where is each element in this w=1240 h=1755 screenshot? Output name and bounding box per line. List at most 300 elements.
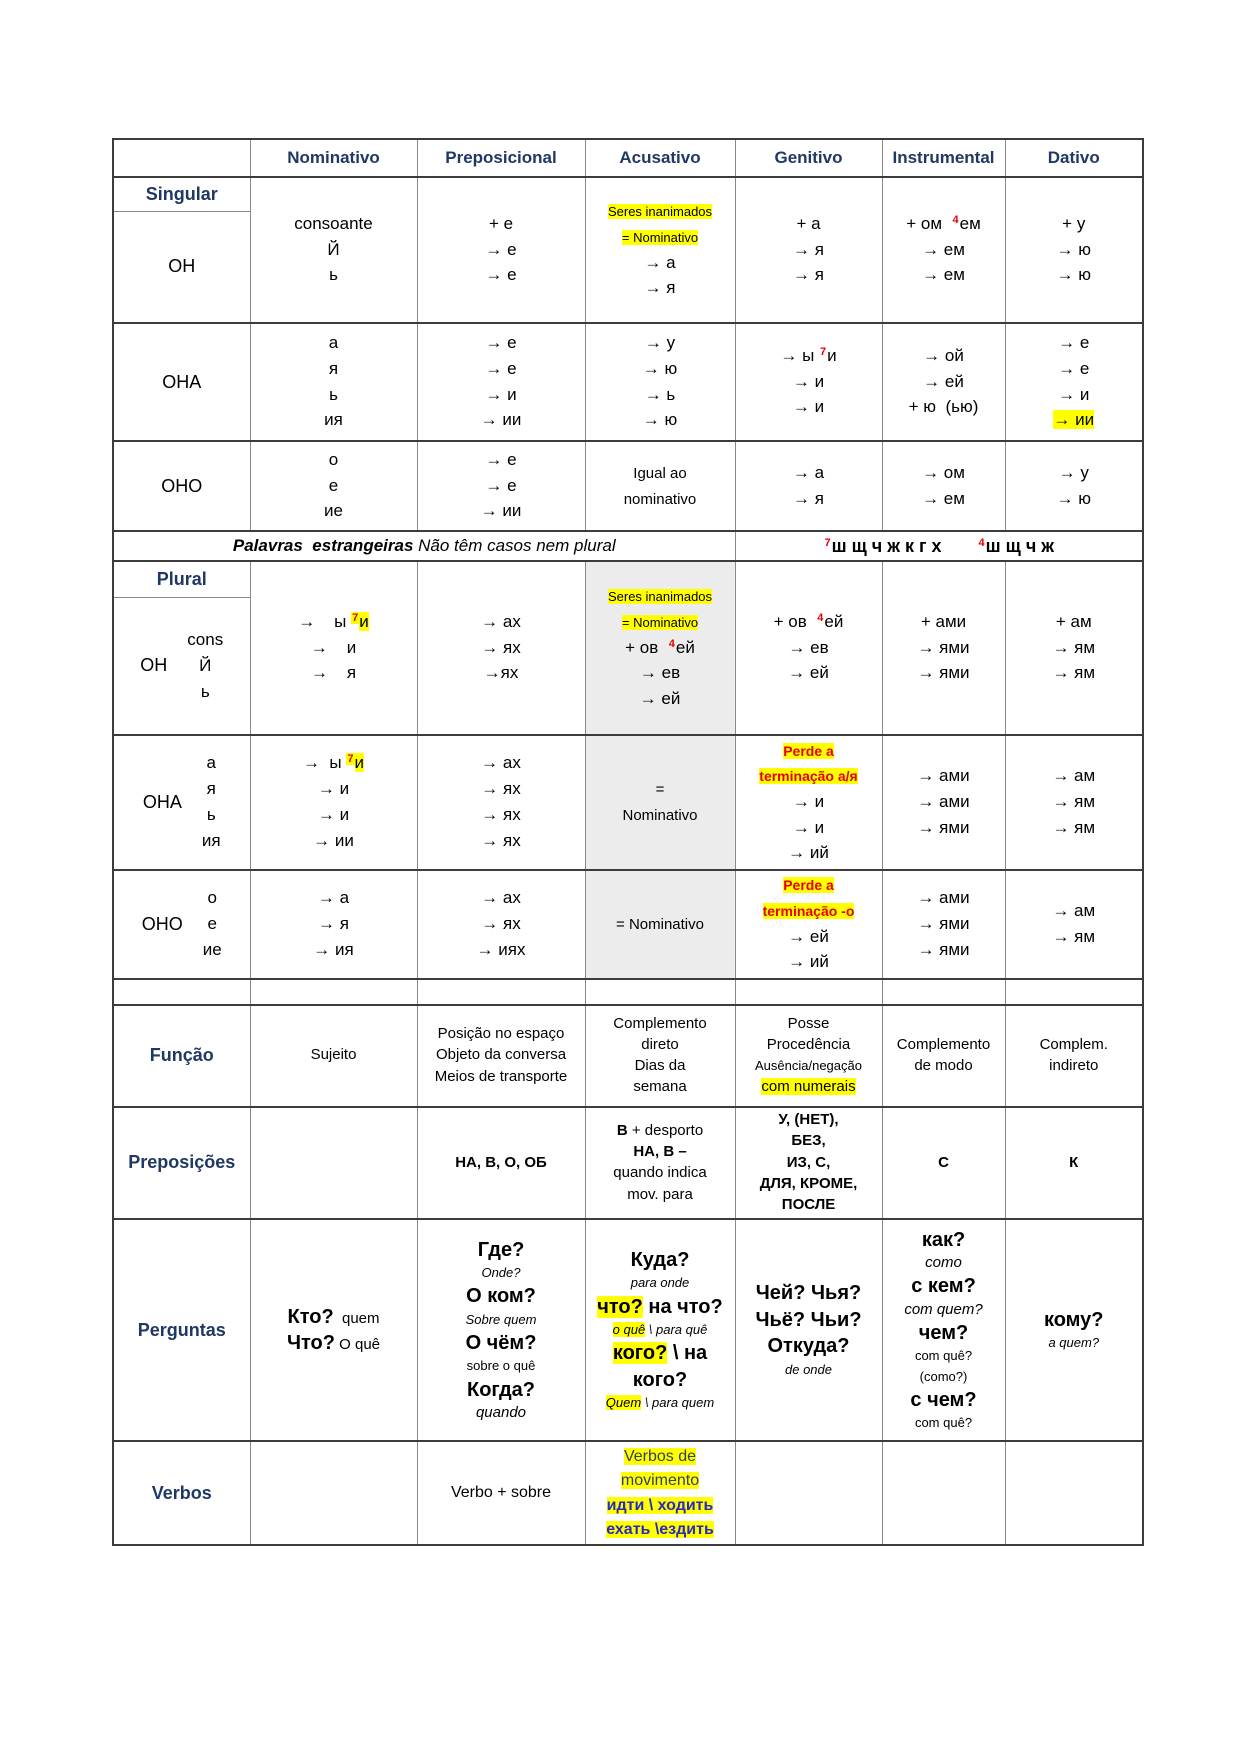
text-span: → ах bbox=[481, 611, 521, 631]
text-span: Чей? Чья? bbox=[755, 1282, 862, 1305]
cell-line bbox=[421, 1330, 582, 1356]
cell-line bbox=[1009, 263, 1140, 289]
text-span: → е bbox=[1058, 333, 1090, 353]
cell-line bbox=[421, 1283, 582, 1309]
text-span: → и bbox=[1058, 384, 1090, 404]
cell-line bbox=[886, 395, 1002, 421]
table-row-verbos bbox=[113, 1441, 1143, 1545]
cell-line bbox=[421, 473, 582, 499]
cell-line bbox=[589, 1518, 732, 1543]
text-span: ь bbox=[329, 384, 338, 404]
cell-line bbox=[421, 408, 582, 434]
text-span: Complemento bbox=[613, 1014, 707, 1032]
cell-line bbox=[739, 486, 879, 512]
ending: е bbox=[207, 914, 217, 934]
text-span: O quê bbox=[335, 1336, 381, 1354]
cell-line bbox=[886, 764, 1002, 790]
cell-line bbox=[1009, 237, 1140, 263]
cell-line bbox=[1009, 764, 1140, 790]
text-span: → ям bbox=[1052, 637, 1096, 657]
label-cell bbox=[113, 735, 250, 870]
gender-label-group bbox=[117, 476, 247, 497]
column-header: Dativo bbox=[1005, 139, 1143, 177]
text-span: → у bbox=[1058, 462, 1089, 482]
gender-label-group bbox=[117, 885, 247, 963]
cell-pl-ono-nominativo bbox=[250, 870, 417, 979]
cell-pl-ona-acusativo bbox=[585, 735, 735, 870]
table-row-perguntas bbox=[113, 1219, 1143, 1441]
text-span: → ев bbox=[639, 663, 681, 683]
text-span: → ям bbox=[1052, 817, 1096, 837]
text-span: \ para quem bbox=[641, 1395, 715, 1411]
cell-line bbox=[739, 211, 879, 237]
text-span: + а bbox=[796, 213, 821, 233]
cell-line bbox=[739, 661, 879, 687]
cell-pl-sub-nominativo bbox=[250, 561, 417, 735]
cell-line bbox=[421, 211, 582, 237]
text-span: movimento bbox=[620, 1472, 700, 1490]
cell-funcao-instrumental bbox=[882, 1005, 1005, 1107]
text-span: Verbos de bbox=[623, 1447, 697, 1465]
cell-line bbox=[886, 1320, 1002, 1346]
text-span: о bbox=[328, 449, 339, 469]
text-span: → ь bbox=[644, 384, 676, 404]
row-label: Singular bbox=[145, 183, 218, 204]
cell-line bbox=[739, 263, 879, 289]
text-span: Когда? bbox=[466, 1378, 536, 1401]
cell-line bbox=[254, 331, 414, 357]
text-span: → ии bbox=[313, 830, 354, 850]
cell-line bbox=[589, 1163, 732, 1184]
table-row-sg-sub bbox=[113, 177, 1143, 211]
text-span: 7 bbox=[824, 536, 831, 549]
cell-line bbox=[589, 1077, 732, 1098]
cell-line bbox=[589, 276, 732, 302]
cell-sg-ona-dativo bbox=[1005, 323, 1143, 441]
label-cell bbox=[113, 211, 250, 323]
cell-line bbox=[739, 1307, 879, 1333]
text-span: + у bbox=[1062, 213, 1086, 233]
cell-line bbox=[886, 486, 1002, 512]
cell-verbos-genitivo bbox=[735, 1441, 882, 1545]
text-span: что? bbox=[597, 1295, 643, 1318]
cell-sg-ona-preposicional bbox=[417, 323, 585, 441]
text-span: → ю bbox=[642, 410, 678, 430]
text-span: quando indica bbox=[613, 1164, 707, 1182]
cell-line bbox=[739, 1110, 879, 1131]
text-span: Ausência/negação bbox=[755, 1058, 862, 1074]
text-span: → и bbox=[792, 371, 825, 391]
text-span: О чём? bbox=[465, 1332, 537, 1355]
text-span: НА, В, О, ОБ bbox=[455, 1153, 547, 1171]
cell-line bbox=[254, 609, 414, 635]
cell-sg-sub-genitivo bbox=[735, 177, 882, 323]
cell-line bbox=[589, 1247, 732, 1273]
text-span: Seres inanimados bbox=[607, 204, 713, 220]
cell-preposicoes-dativo bbox=[1005, 1107, 1143, 1219]
cell-line bbox=[421, 1403, 582, 1423]
text-span: → ям bbox=[1052, 926, 1096, 946]
cell-line bbox=[421, 1481, 582, 1506]
cell-line bbox=[589, 609, 732, 635]
cell-verbos-instrumental bbox=[882, 1441, 1005, 1545]
text-span: → ы bbox=[298, 611, 352, 631]
text-span: com numerais bbox=[761, 1078, 856, 1096]
cell-line bbox=[739, 237, 879, 263]
cell-pl-ona-nominativo bbox=[250, 735, 417, 870]
cell-line bbox=[421, 1356, 582, 1376]
cell-line bbox=[254, 1045, 414, 1066]
gender-label-group bbox=[117, 627, 247, 705]
cell-sg-ono-dativo bbox=[1005, 441, 1143, 531]
text-span: Sujeito bbox=[310, 1046, 357, 1064]
cell-line bbox=[589, 1320, 732, 1340]
cell-line bbox=[886, 911, 1002, 937]
text-span: → ии bbox=[1053, 410, 1095, 430]
text-span: БЕЗ, bbox=[791, 1132, 826, 1150]
text-span: = Nominativo bbox=[616, 915, 704, 933]
cell-sg-ona-genitivo bbox=[735, 323, 882, 441]
text-span: →ях bbox=[483, 663, 519, 683]
text-span: → ах bbox=[481, 888, 521, 908]
cell-line bbox=[886, 886, 1002, 912]
text-span: Й bbox=[327, 239, 340, 259]
gender-label: ОН bbox=[140, 655, 168, 676]
text-span: 7 bbox=[347, 753, 354, 766]
cell-sg-ona-instrumental bbox=[882, 323, 1005, 441]
text-span: nominativo bbox=[623, 490, 697, 508]
text-span: с кем? bbox=[911, 1275, 976, 1298]
cell-line bbox=[886, 1034, 1002, 1055]
column-header: Acusativo bbox=[585, 139, 735, 177]
text-span: С bbox=[938, 1153, 949, 1171]
cell-line bbox=[1009, 460, 1140, 486]
text-span: → и bbox=[485, 384, 517, 404]
cell-sg-ona-acusativo bbox=[585, 323, 735, 441]
cell-line bbox=[886, 460, 1002, 486]
cell-line bbox=[421, 1263, 582, 1283]
text-span: com quê? bbox=[914, 1348, 973, 1364]
cell-line bbox=[886, 1413, 1002, 1433]
text-span: → ями bbox=[917, 663, 970, 683]
ending: ь bbox=[200, 681, 210, 701]
cell-line bbox=[739, 815, 879, 841]
cell-line bbox=[589, 1056, 732, 1077]
text-span: ИЗ, С, bbox=[786, 1153, 831, 1171]
cell-pl-ona-genitivo bbox=[735, 735, 882, 870]
cell-line bbox=[254, 777, 414, 803]
cell-verbos-nominativo bbox=[250, 1441, 417, 1545]
cell-line bbox=[1009, 609, 1140, 635]
cell-line bbox=[886, 1253, 1002, 1273]
cell-line bbox=[739, 873, 879, 899]
column-header bbox=[113, 139, 250, 177]
text-span: Seres inanimados bbox=[607, 589, 713, 605]
text-span: → е bbox=[485, 358, 517, 378]
cell-line bbox=[886, 1152, 1002, 1173]
label-cell bbox=[113, 177, 250, 211]
gender-label-group bbox=[117, 750, 247, 854]
cell-line bbox=[1009, 635, 1140, 661]
text-span: 4 bbox=[668, 637, 675, 650]
text-span: 7 bbox=[820, 345, 827, 358]
endings-list bbox=[187, 627, 223, 705]
text-span: terminação а/я bbox=[759, 768, 858, 785]
text-span: → ями bbox=[917, 939, 970, 959]
text-span: → ам bbox=[1052, 766, 1096, 786]
text-span: = Nominativo bbox=[621, 614, 699, 630]
cell-perguntas-acusativo bbox=[585, 1219, 735, 1441]
text-span: para onde bbox=[630, 1275, 690, 1291]
cell-sg-sub-acusativo bbox=[585, 177, 735, 323]
cell-line bbox=[421, 751, 582, 777]
cell-line bbox=[421, 1024, 582, 1045]
text-span: → и bbox=[792, 397, 825, 417]
ending: ия bbox=[201, 831, 221, 851]
empty-cell bbox=[735, 979, 882, 1005]
cell-line bbox=[739, 738, 879, 764]
text-span: semana bbox=[633, 1078, 687, 1096]
text-span: consoante bbox=[294, 213, 373, 233]
text-span: → а bbox=[792, 462, 825, 482]
text-span: → ей bbox=[923, 371, 964, 391]
cell-sg-ono-preposicional bbox=[417, 441, 585, 531]
text-span: → е bbox=[485, 265, 517, 285]
cell-line bbox=[254, 408, 414, 434]
text-span: → ях bbox=[481, 779, 521, 799]
gender-label: ОНА bbox=[142, 791, 182, 812]
table-row-palavras bbox=[113, 531, 1143, 561]
text-span: → ям bbox=[1052, 791, 1096, 811]
declension-table bbox=[112, 138, 1144, 1546]
cell-line bbox=[739, 609, 879, 635]
cell-line bbox=[739, 1360, 879, 1380]
cell-line bbox=[254, 635, 414, 661]
cell-pl-ona-dativo bbox=[1005, 735, 1143, 870]
cell-line bbox=[589, 584, 732, 610]
text-span: mov. para bbox=[627, 1185, 693, 1203]
text-span: → а bbox=[317, 888, 350, 908]
text-span: Não têm casos nem plural bbox=[418, 536, 616, 555]
cell-line bbox=[421, 1045, 582, 1066]
row-label: Verbos bbox=[151, 1482, 212, 1503]
cell-line bbox=[589, 224, 732, 250]
text-span: como bbox=[925, 1253, 962, 1271]
cell-line bbox=[421, 263, 582, 289]
cell-line bbox=[421, 331, 582, 357]
text-span: terminação -о bbox=[762, 902, 855, 919]
cell-line bbox=[886, 1056, 1002, 1077]
cell-sg-sub-instrumental bbox=[882, 177, 1005, 323]
cell-preposicoes-instrumental bbox=[882, 1107, 1005, 1219]
empty-cell bbox=[250, 979, 417, 1005]
cell-line bbox=[739, 1280, 879, 1306]
cell-line bbox=[1009, 1056, 1140, 1077]
cell-line bbox=[739, 1152, 879, 1173]
text-span: ш щ ч ж к г х bbox=[831, 535, 942, 556]
cell-line bbox=[739, 343, 879, 369]
text-span: → е bbox=[485, 475, 517, 495]
cell-line bbox=[1009, 408, 1140, 434]
text-span: de modo bbox=[914, 1057, 973, 1075]
row-label: Preposições bbox=[128, 1152, 236, 1173]
text-span: Кто? bbox=[287, 1305, 334, 1328]
cell-line bbox=[739, 1077, 879, 1098]
cell-preposicoes-nominativo bbox=[250, 1107, 417, 1219]
cell-pl-ona-preposicional bbox=[417, 735, 585, 870]
cell-line bbox=[1009, 211, 1140, 237]
text-span: В bbox=[616, 1121, 628, 1139]
text-span: ем bbox=[959, 213, 981, 233]
text-span: → ях bbox=[481, 637, 521, 657]
text-span: Onde? bbox=[481, 1265, 521, 1281]
cell-sg-ono-genitivo bbox=[735, 441, 882, 531]
text-span: Igual ao bbox=[633, 464, 687, 482]
cell-line bbox=[254, 263, 414, 289]
text-span: кого? bbox=[612, 1342, 668, 1365]
text-span: е bbox=[328, 475, 339, 495]
text-span: ие bbox=[324, 501, 343, 521]
cell-line bbox=[254, 1330, 414, 1356]
cell-line bbox=[589, 1469, 732, 1494]
text-span: → ах bbox=[481, 753, 521, 773]
cell-line bbox=[589, 1340, 732, 1366]
cell-line bbox=[254, 751, 414, 777]
text-span: → ями bbox=[917, 913, 970, 933]
cell-pl-ono-dativo bbox=[1005, 870, 1143, 979]
cell-line bbox=[886, 211, 1002, 237]
cell-sg-sub-dativo bbox=[1005, 177, 1143, 323]
cell-line bbox=[886, 815, 1002, 841]
cell-line bbox=[1009, 331, 1140, 357]
text-span: 4 bbox=[817, 611, 824, 624]
cell-pl-ono-preposicional bbox=[417, 870, 585, 979]
cell-pl-sub-preposicional bbox=[417, 561, 585, 735]
text-span: кому? bbox=[1043, 1308, 1104, 1331]
text-span: → ями bbox=[917, 817, 970, 837]
cell-funcao-preposicional bbox=[417, 1005, 585, 1107]
cell-line bbox=[739, 1174, 879, 1195]
cell-verbos-acusativo bbox=[585, 1441, 735, 1545]
text-span: Complemento bbox=[896, 1035, 991, 1053]
text-span: чем? bbox=[918, 1321, 969, 1344]
table-body bbox=[113, 139, 1143, 1545]
text-span: на что? bbox=[642, 1295, 723, 1318]
gender-label: ОН bbox=[168, 256, 196, 277]
cell-line bbox=[589, 1184, 732, 1205]
cell-line bbox=[739, 369, 879, 395]
text-span: Nominativo bbox=[622, 806, 698, 824]
endings-list bbox=[202, 750, 221, 854]
cell-line bbox=[1009, 1307, 1140, 1333]
text-span: + desporto bbox=[627, 1121, 704, 1139]
cell-line bbox=[421, 382, 582, 408]
cell-line bbox=[1009, 815, 1140, 841]
text-span: как? bbox=[921, 1228, 966, 1251]
text-span: Verbo + sobre bbox=[450, 1484, 552, 1502]
cell-line bbox=[589, 1444, 732, 1469]
text-span: → ях bbox=[481, 913, 521, 933]
cell-line bbox=[886, 1273, 1002, 1299]
cell-line bbox=[739, 1013, 879, 1034]
text-span: + ам bbox=[1055, 611, 1092, 631]
cell-line bbox=[589, 1142, 732, 1163]
cell-pl-ono-instrumental bbox=[882, 870, 1005, 979]
cell-sg-sub-nominativo bbox=[250, 177, 417, 323]
text-span: → ия bbox=[313, 939, 354, 959]
text-span: → и bbox=[317, 804, 350, 824]
text-span: → я bbox=[793, 265, 824, 285]
cell-line bbox=[886, 237, 1002, 263]
text-span: У, (НЕТ), bbox=[778, 1111, 839, 1129]
text-span: идти \ ходить bbox=[606, 1496, 714, 1514]
text-span: → ем bbox=[922, 239, 965, 259]
ending: ь bbox=[206, 805, 216, 825]
ending: ие bbox=[202, 940, 222, 960]
cell-line bbox=[739, 1034, 879, 1055]
row-label: Perguntas bbox=[137, 1319, 226, 1340]
column-header: Nominativo bbox=[250, 139, 417, 177]
text-span: Palavras estrangeiras bbox=[232, 536, 419, 555]
text-span: → я bbox=[793, 488, 824, 508]
text-span: → ы bbox=[780, 345, 820, 365]
text-span: Чьё? Чьи? bbox=[755, 1308, 862, 1331]
cell-perguntas-instrumental bbox=[882, 1219, 1005, 1441]
text-span: я bbox=[328, 358, 339, 378]
cell-line bbox=[589, 1367, 732, 1393]
text-span: → иях bbox=[476, 939, 526, 959]
cell-line bbox=[589, 1273, 732, 1293]
text-span: ехать \ездить bbox=[606, 1521, 714, 1539]
cell-pl-ona-instrumental bbox=[882, 735, 1005, 870]
text-span: Dias da bbox=[634, 1057, 686, 1075]
text-span: НА, В – bbox=[633, 1143, 687, 1161]
consonant-rule-note bbox=[735, 531, 1143, 561]
gender-label: ОНА bbox=[162, 371, 202, 392]
cell-line bbox=[254, 911, 414, 937]
label-cell bbox=[113, 1219, 250, 1441]
text-span: Quem bbox=[605, 1395, 642, 1411]
label-cell bbox=[113, 597, 250, 735]
empty-cell bbox=[882, 979, 1005, 1005]
cell-line bbox=[589, 486, 732, 512]
cell-line bbox=[421, 1310, 582, 1330]
cell-pl-sub-genitivo bbox=[735, 561, 882, 735]
foreign-words-note bbox=[113, 531, 735, 561]
table-row-sg-ono bbox=[113, 441, 1143, 531]
text-span: → я bbox=[644, 278, 676, 298]
cell-line bbox=[886, 369, 1002, 395]
text-span: → ами bbox=[917, 888, 970, 908]
text-span: → ю bbox=[1056, 239, 1091, 259]
cell-line bbox=[421, 1377, 582, 1403]
empty-cell bbox=[417, 979, 585, 1005]
cell-line bbox=[1009, 1152, 1140, 1173]
cell-sg-ona-nominativo bbox=[250, 323, 417, 441]
cell-line bbox=[589, 1120, 732, 1141]
endings-list bbox=[203, 885, 222, 963]
cell-line bbox=[886, 1346, 1002, 1366]
text-span: → ю bbox=[1056, 488, 1091, 508]
label-cell bbox=[113, 870, 250, 979]
text-span: a quem? bbox=[1048, 1335, 1100, 1351]
cell-pl-sub-dativo bbox=[1005, 561, 1143, 735]
text-span: → и bbox=[317, 779, 350, 799]
cell-line bbox=[1009, 789, 1140, 815]
text-span: Meios de transporte bbox=[434, 1067, 568, 1085]
text-span: → я bbox=[793, 239, 824, 259]
text-span: → ой bbox=[923, 345, 964, 365]
